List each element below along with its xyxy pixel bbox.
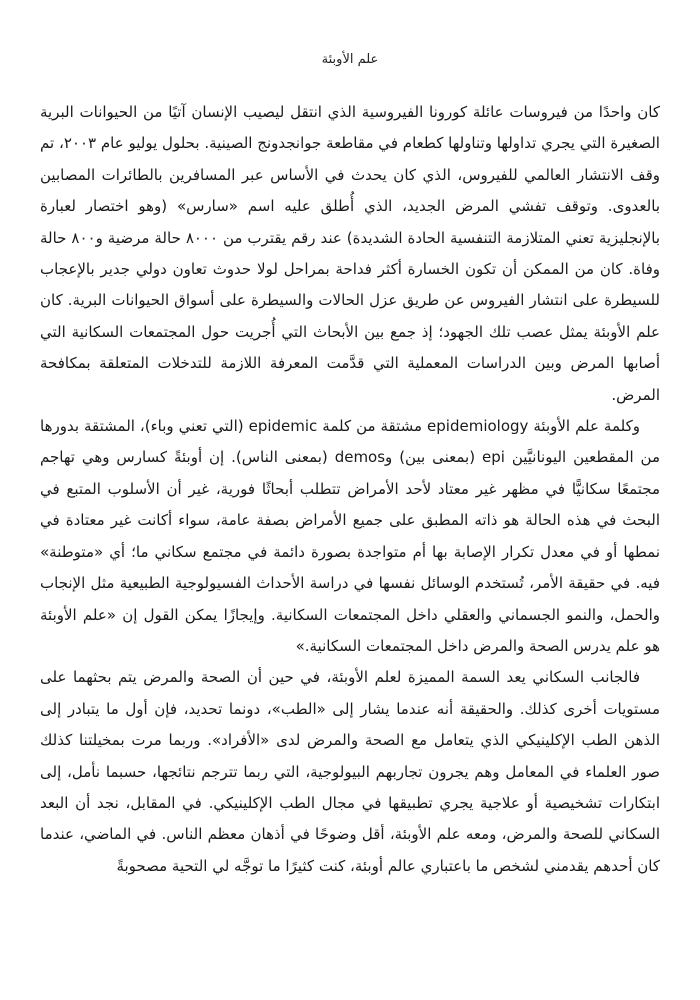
running-header: علم الأوبئة — [321, 52, 379, 67]
paragraph-2: وكلمة علم الأوبئة epidemiology مشتقة من كلمة epidemic (التي تعني وباء)، المشتقة بدورها من المقطعين اليونانيَّين epi (بمعنى بين) وdemos (بمعنى الناس). إن أوبئةً كسارس وهي تهاجم مجتمعًا سكانيًّا في مظهر غير معتاد لأحد الأمراض تتطلب أبحاثًا فورية، غير أن الأسلوب المتبع في البحث في هذه الحالة هو ذاته المطبق على جميع الأمراض بصفة عامة، سواء أكانت غير معتادة في نمطها أو في معدل تكرار الإصابة بها أم متواجدة بصورة دائمة في مجتمع سكاني ما؛ أي «متوطنة» فيه. في حقيقة الأمر، تُستخدم الوسائل نفسها في دراسة الأحداث الفسيولوجية الطبيعية مثل الإنجاب والحمل، والنمو الجسماني والعقلي داخل المجتمعات السكانية. وإيجازًا يمكن القول إن «علم الأوبئة هو علم يدرس الصحة والمرض داخل المجتمعات السكانية.» — [40, 417, 660, 655]
paragraph-3: فالجانب السكاني يعد السمة المميزة لعلم الأوبئة، في حين أن الصحة والمرض يتم بحثهما على مستويات أخرى كذلك. والحقيقة أنه عندما يشار إلى «الطب»، دونما تحديد، فإن أول ما يتبادر إلى الذهن الطب الإكلينيكي الذي يتعامل مع الصحة والمرض لدى «الأفراد». وربما مرت بمخيلتنا كذلك صور العلماء في المعامل وهم يجرون تجاربهم البيولوجية، التي ربما تترجم نتائجها، حسبما نأمل، إلى ابتكارات تشخيصية أو علاجية يجري تطبيقها في مجال الطب الإكلينيكي. في المقابل، نجد أن البعد السكاني للصحة والمرض، ومعه علم الأوبئة، أقل وضوحًا في أذهان معظم الناس. في الماضي، عندما كان أحدهم يقدمني لشخص ما باعتباري عالم أوبئة، كنت كثيرًا ما توجَّه لي التحية مصحوبةً — [40, 668, 660, 875]
body-text — [40, 97, 660, 882]
paragraph-1: كان واحدًا من فيروسات عائلة كورونا الفيروسية الذي انتقل ليصيب الإنسان آتيًا من الحيوانات البرية الصغيرة التي يجري تداولها وتناولها كطعام في مقاطعة جوانجدونج الصينية. بحلول يوليو عام ٢٠٠٣، تم وقف الانتشار العالمي للفيروس، الذي كان يحدث في الأساس عبر المسافرين بالطائرات المصابين بالعدوى. وتوقف تفشي المرض الجديد، الذي أُطلق عليه اسم «سارس» (وهو اختصار لعبارة بالإنجليزية تعني المتلازمة التنفسية الحادة الشديدة) عند رقم يقترب من ٨٠٠٠ حالة مرضية و٨٠٠ حالة وفاة. كان من الممكن أن تكون الخسارة أكثر فداحة بمراحل لولا حدوث تعاون دولي جدير بالإعجاب للسيطرة على انتشار الفيروس عن طريق عزل الحالات والسيطرة على أسواق الحيوانات البرية. كان علم الأوبئة يمثل عصب تلك الجهود؛ إذ جمع بين الأبحاث التي أُجريت حول المجتمعات السكانية التي أصابها المرض وبين الدراسات المعملية التي قدَّمت المعرفة اللازمة للتدخلات المتعلقة بمكافحة المرض. — [40, 103, 660, 404]
